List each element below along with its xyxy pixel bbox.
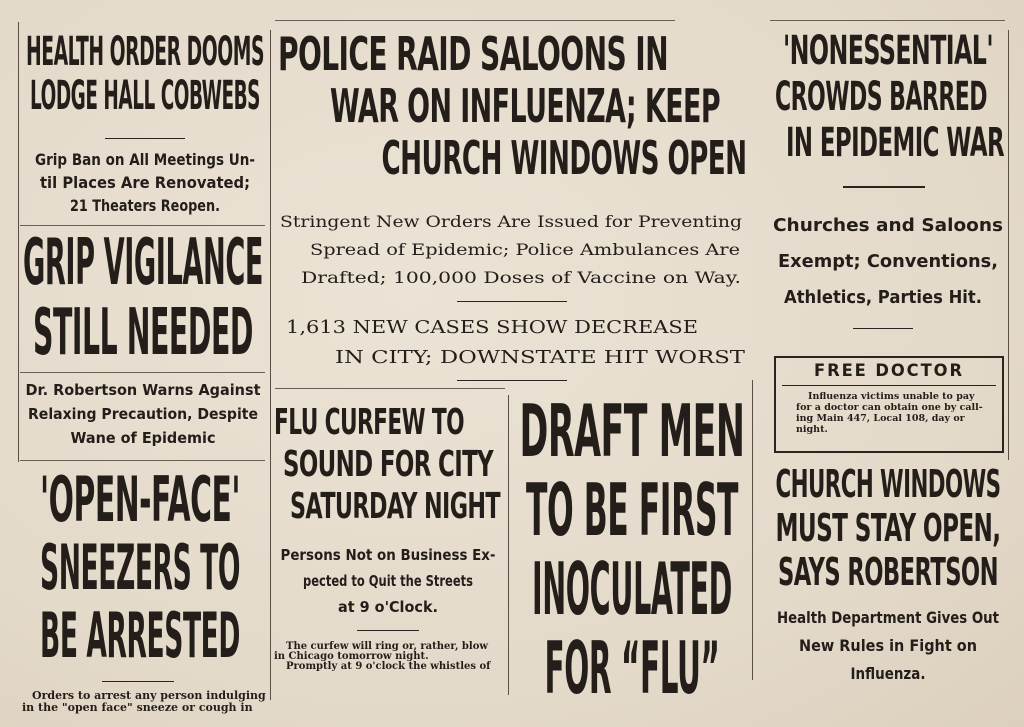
clipping-edge — [770, 20, 1005, 21]
subhead-line: pected to Quit the Streets — [303, 572, 473, 590]
column-divider — [752, 380, 753, 680]
headline-line: STILL NEEDED — [33, 296, 253, 370]
subhead-line: Drafted; 100,000 Doses of Vaccine on Way. — [300, 268, 741, 287]
headline-line: BE ARRESTED — [40, 599, 240, 672]
rule — [457, 380, 567, 381]
body-line: night. — [796, 424, 828, 435]
rule — [782, 385, 996, 386]
headline-line: POLICE RAID SALOONS IN — [277, 27, 668, 81]
headline-line: CROWDS BARRED — [774, 74, 987, 120]
clipping-edge — [275, 20, 675, 21]
deck-line: 1,613 NEW CASES SHOW DECREASE — [285, 317, 698, 338]
subhead-line: Spread of Epidemic; Police Ambulances Are — [310, 240, 741, 259]
headline-line: IN EPIDEMIC WAR — [786, 120, 1005, 166]
subhead-line: at 9 o'Clock. — [338, 598, 438, 616]
article-curfew — [272, 402, 504, 672]
rule — [357, 630, 419, 631]
subhead-line: Persons Not on Business Ex- — [280, 546, 496, 564]
rule — [105, 138, 185, 139]
deck-line: IN CITY; DOWNSTATE HIT WORST — [334, 347, 745, 368]
headline-line: TO BE FIRST — [526, 468, 738, 552]
body-line: in the "open face" sneeze or cough in — [22, 701, 253, 714]
headline-line: FLU CURFEW TO — [274, 402, 465, 443]
subhead-line: Dr. Robertson Warns Against — [25, 381, 261, 399]
article-draft-men — [512, 389, 752, 710]
headline-line: SNEEZERS TO — [40, 531, 240, 604]
headline-line: GRIP VIGILANCE — [22, 226, 263, 300]
subhead-line: Influenza. — [850, 664, 925, 683]
article-grip-vigilance — [18, 226, 268, 447]
headline-line: 'NONESSENTIAL' — [783, 28, 993, 74]
subhead-line: Stringent New Orders Are Issued for Preventing — [280, 212, 742, 231]
headline-line: SOUND FOR CITY — [283, 444, 493, 485]
headline-line: INOCULATED — [532, 547, 732, 631]
headline-line: HEALTH ORDER DOOMS — [26, 29, 264, 75]
headline-line: CHURCH WINDOWS — [775, 462, 1000, 506]
headline-line: WAR ON INFLUENZA; KEEP — [330, 79, 721, 133]
subhead-line: New Rules in Fight on — [798, 636, 977, 655]
subhead-line: til Places Are Renovated; — [40, 173, 250, 192]
body-line: Influenza victims unable to pay — [808, 391, 975, 402]
subhead-line: Health Department Gives Out — [776, 608, 999, 627]
headline-line: FOR “FLU” — [544, 626, 720, 710]
subhead-line: Grip Ban on All Meetings Un- — [35, 150, 255, 169]
body-line: Orders to arrest any person indulging — [32, 689, 266, 702]
article-sneezers — [10, 463, 270, 714]
body-line: ing Main 447, Local 108, day or — [796, 413, 965, 424]
clipping-edge — [275, 388, 505, 389]
headline-line: 'OPEN-FACE' — [40, 463, 240, 536]
headline-line: LODGE HALL COBWEBS — [30, 73, 260, 119]
subhead-line: Athletics, Parties Hit. — [784, 287, 983, 308]
rule — [853, 328, 913, 329]
subhead-line: Exempt; Conventions, — [778, 251, 998, 272]
body-line: The curfew will ring or, rather, blow — [286, 641, 488, 652]
column-divider — [270, 30, 271, 700]
column-divider — [1008, 30, 1009, 460]
subhead-line: Wane of Epidemic — [70, 429, 216, 447]
free-doctor-notice — [774, 356, 1004, 453]
body-line: for a doctor can obtain one by call- — [796, 402, 983, 413]
body-line: in Chicago tomorrow night. — [274, 651, 429, 662]
article-nonessential — [768, 28, 1008, 308]
body-line: Promptly at 9 o'clock the whistles of — [286, 661, 491, 672]
notice-title: FREE DOCTOR — [814, 361, 964, 381]
clipping-edge — [20, 460, 265, 461]
article-church-windows — [765, 462, 1010, 683]
rule — [102, 681, 174, 682]
subhead-line: Relaxing Precaution, Despite — [28, 405, 258, 423]
article-police-raid — [272, 27, 750, 368]
subhead-line: Churches and Saloons — [773, 215, 1003, 236]
headline-line: SAYS ROBERTSON — [777, 550, 998, 594]
rule — [457, 301, 567, 302]
subhead-line: 21 Theaters Reopen. — [70, 196, 220, 215]
rule — [843, 186, 925, 188]
article-lodge-hall — [20, 29, 270, 215]
headline-line: SATURDAY NIGHT — [289, 486, 500, 527]
column-divider — [508, 395, 509, 695]
clipping-edge — [20, 372, 265, 373]
headline-line: DRAFT MEN — [519, 389, 745, 473]
headline-line: CHURCH WINDOWS OPEN — [381, 131, 747, 185]
headline-line: MUST STAY OPEN, — [775, 506, 1000, 550]
